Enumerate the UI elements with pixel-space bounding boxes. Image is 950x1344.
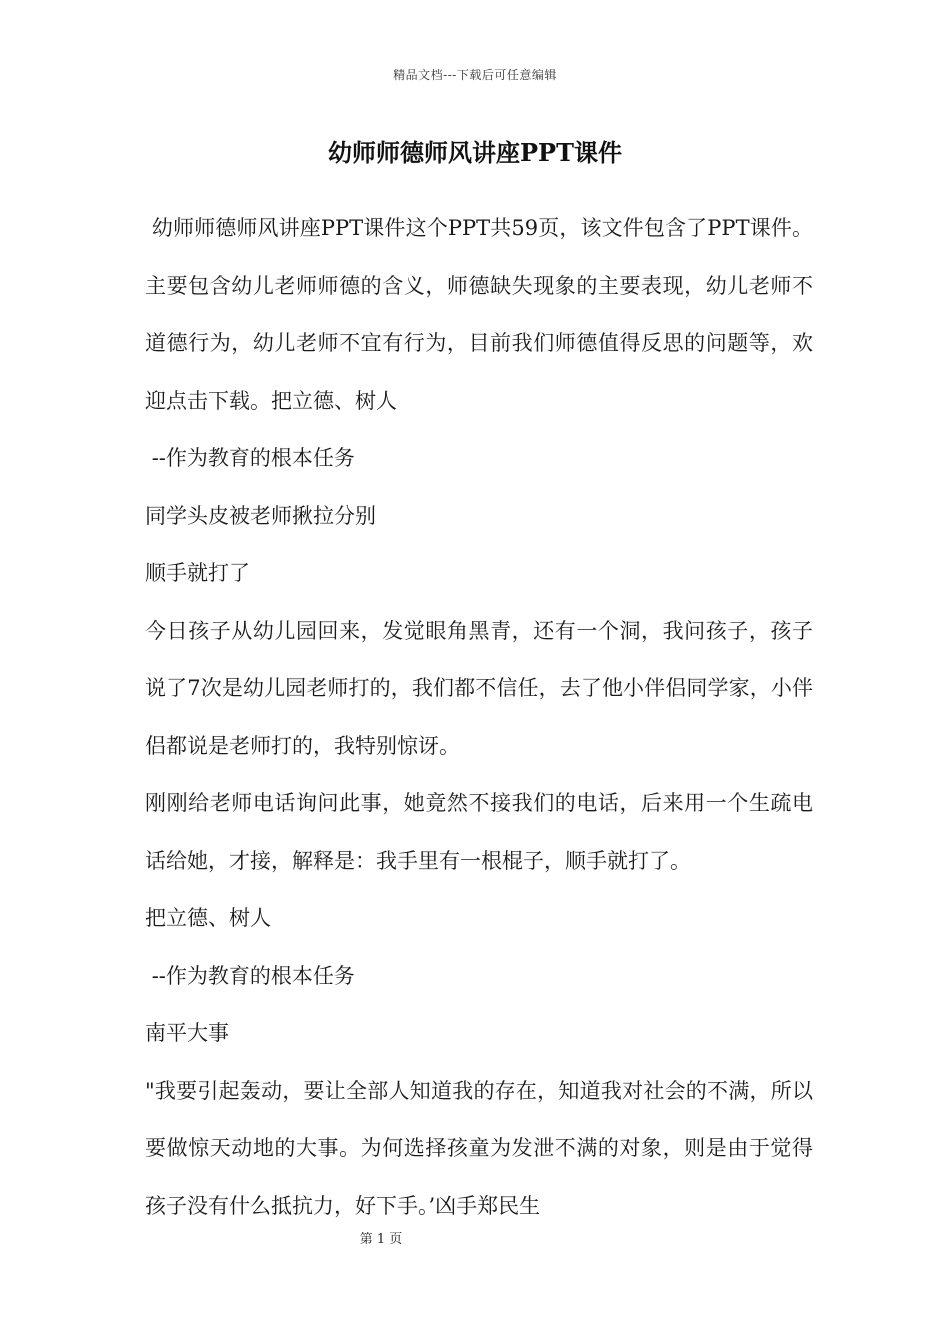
- document-title: 幼师师德师风讲座PPT课件: [328, 138, 622, 167]
- paragraph: 把立德、树人: [145, 906, 271, 930]
- page-number: 第 1 页: [359, 1232, 403, 1247]
- paragraph: --作为教育的根本任务: [145, 446, 355, 470]
- paragraph: --作为教育的根本任务: [145, 963, 355, 988]
- paragraph: 幼师师德师风讲座PPT课件这个PPT共59页，该文件包含了PPT课件。主要包含幼儿老师师德的含义，师德缺失现象的主要表现，幼儿老师不道德行为，幼儿老师不宜有行为，目前我们师德值得反思的问题等，欢迎点击下载。把立德、树人: [145, 216, 813, 413]
- paragraph: 刚刚给老师电话询问此事，她竟然不接我们的电话，后来用一个生疏电话给她，才接，解释是：我手里有一根棍子，顺手就打了。: [145, 791, 813, 873]
- paragraph: 今日孩子从幼儿园回来，发觉眼角黑青，还有一个洞，我问孩子，孩子说了7次是幼儿园老师打的，我们都不信任，去了他小伴侣同学家，小伴侣都说是老师打的，我特别惊讶。: [145, 618, 813, 758]
- paragraph: "我要引起轰动，要让全部人知道我的存在，知道我对社会的不满，所以要做惊天动地的大事。为何选择孩童为发泄不满的对象，则是由于觉得孩子没有什么抵抗力，好下手。’凶手郑民生: [145, 1078, 813, 1218]
- paragraph: 南平大事: [145, 1021, 229, 1045]
- header-note: 精品文档---下载后可任意编辑: [393, 68, 557, 82]
- paragraph: 同学头皮被老师揪拉分别: [145, 503, 376, 528]
- paragraph: 顺手就打了: [145, 561, 250, 585]
- document-body: [145, 200, 813, 1235]
